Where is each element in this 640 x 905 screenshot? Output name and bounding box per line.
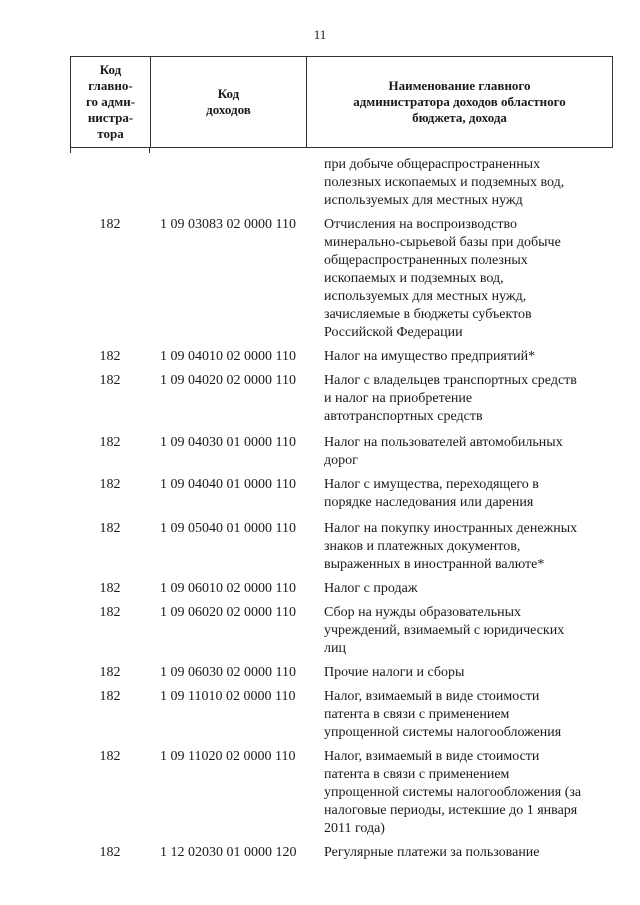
admin-code-cell: 182 xyxy=(99,373,121,388)
revenue-name-cell: Прочие налоги и сборы xyxy=(324,665,465,680)
revenue-code-cell: 1 09 05040 01 0000 110 xyxy=(160,521,296,536)
revenue-code-cell: 1 09 04020 02 0000 110 xyxy=(160,373,296,388)
admin-code-cell: 182 xyxy=(99,845,121,860)
admin-code-cell: 182 xyxy=(99,605,121,620)
revenue-code-cell: 1 12 02030 01 0000 120 xyxy=(160,845,297,860)
admin-code-cell: 182 xyxy=(99,435,121,450)
table-row xyxy=(70,348,630,366)
revenue-code-cell xyxy=(150,156,320,210)
admin-code-cell: 182 xyxy=(99,349,121,364)
admin-code-cell: 182 xyxy=(99,689,121,704)
admin-code-cell: 182 xyxy=(99,217,121,232)
table-row xyxy=(70,434,630,470)
table-row xyxy=(70,604,630,658)
revenue-code-cell: 1 09 11020 02 0000 110 xyxy=(160,749,296,764)
revenue-name-cell: Отчисления на воспроизводство минерально-сырьевой базы при добыче общераспространенных полезных ископаемых и подземных вод, используемых для местных нужд, зачисляемые в бюджеты субъектов Российской Федерации xyxy=(324,217,561,340)
revenue-name-cell: Регулярные платежи за пользование xyxy=(324,845,540,860)
revenue-name-cell: Налог, взимаемый в виде стоимости патента в связи с применением упрощенной системы налогообложения xyxy=(324,689,562,740)
table-row xyxy=(70,748,630,838)
revenue-code-cell: 1 09 06010 02 0000 110 xyxy=(160,581,296,596)
revenue-code-cell: 1 09 04030 01 0000 110 xyxy=(160,435,296,450)
revenue-name-cell: Налог на пользователей автомобильных дорог xyxy=(324,435,563,468)
table-row xyxy=(70,664,630,682)
revenue-code-cell: 1 09 04010 02 0000 110 xyxy=(160,349,296,364)
table-row xyxy=(70,580,630,598)
header-name: Наименование главного администратора доходов областного бюджета, дохода xyxy=(353,78,566,125)
revenue-code-cell: 1 09 06030 02 0000 110 xyxy=(160,665,296,680)
revenue-name-cell: Налог на имущество предприятий* xyxy=(324,349,536,364)
table-row xyxy=(70,688,630,742)
revenue-code-cell: 1 09 03083 02 0000 110 xyxy=(160,217,296,232)
revenue-name-cell: Налог, взимаемый в виде стоимости патента в связи с применением упрощенной системы налогообложения (за налоговые периоды, истекшие до 1 января 2011 года) xyxy=(324,749,582,836)
revenue-name-cell: Сбор на нужды образовательных учреждений, взимаемый с юридических лиц xyxy=(324,605,565,656)
revenue-name-cell: Налог с имущества, переходящего в порядке наследования или дарения xyxy=(324,477,539,510)
table-row xyxy=(70,372,630,426)
page-number: 11 xyxy=(313,27,327,42)
header-admin-code: Код главно- го адми- нистра- тора xyxy=(71,57,151,147)
table-header xyxy=(70,56,613,148)
revenue-name-cell: Налог с владельцев транспортных средств и налог на приобретение автотранспортных средств xyxy=(324,373,577,424)
table-row xyxy=(70,476,630,512)
revenue-code-cell: 1 09 11010 02 0000 110 xyxy=(160,689,296,704)
admin-code-cell: 182 xyxy=(99,521,121,536)
admin-code-cell: 182 xyxy=(99,749,121,764)
revenue-name-cell: Налог на покупку иностранных денежных знаков и платежных документов, выраженных в иностранной валюте* xyxy=(324,521,578,572)
revenue-name-cell: Налог с продаж xyxy=(324,581,418,596)
admin-code-cell: 182 xyxy=(99,665,121,680)
table-row xyxy=(70,156,630,210)
revenue-code-cell: 1 09 04040 01 0000 110 xyxy=(160,477,296,492)
header-revenue-code: Код доходов xyxy=(151,57,307,147)
table-row xyxy=(70,520,630,574)
table-row xyxy=(70,844,630,862)
revenue-code-cell: 1 09 06020 02 0000 110 xyxy=(160,605,296,620)
admin-code-cell: 182 xyxy=(99,581,121,596)
admin-code-cell xyxy=(70,156,150,210)
admin-code-cell: 182 xyxy=(99,477,121,492)
table-body xyxy=(70,150,630,862)
revenue-name-cell: при добыче общераспространенных полезных ископаемых и подземных вод, используемых для местных нужд xyxy=(324,157,565,208)
table-row xyxy=(70,216,630,342)
